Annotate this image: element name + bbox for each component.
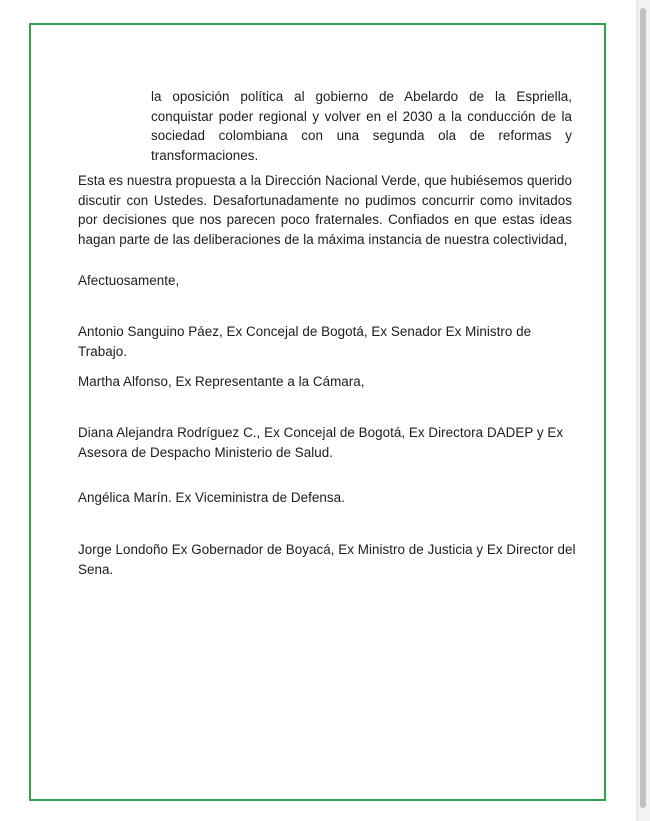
continuation-paragraph: la oposición política al gobierno de Abelardo de la Espriella, conquistar poder regional y volver en el 2030 a la conducción de la sociedad colombiana con una segunda ola de reformas y transformaciones. bbox=[151, 89, 572, 163]
signatory-line: Jorge Londoño Ex Gobernador de Boyacá, Ex Ministro de Justicia y Ex Director del Sena. bbox=[78, 542, 576, 577]
scrollbar-thumb[interactable] bbox=[640, 8, 646, 808]
signatory-line: Martha Alfonso, Ex Representante a la Cámara, bbox=[78, 374, 365, 389]
signatory-line: Angélica Marín. Ex Viceministra de Defensa. bbox=[78, 490, 345, 505]
signatory-line: Diana Alejandra Rodríguez C., Ex Concejal de Bogotá, Ex Directora DADEP y Ex Asesora de Despacho Ministerio de Salud. bbox=[78, 425, 564, 460]
proposal-paragraph: Esta es nuestra propuesta a la Dirección Nacional Verde, que hubiésemos querido discutir con Ustedes. Desafortunadamente no pudimos concurrir como invitados por decisiones que nos parecen poco fraternales. Confiados en que estas ideas hagan parte de las deliberaciones de la máxima instancia de nuestra colectividad, bbox=[78, 173, 572, 247]
vertical-scrollbar[interactable] bbox=[638, 0, 650, 821]
closing-salutation: Afectuosamente, bbox=[78, 273, 180, 288]
signatory-line: Antonio Sanguino Páez, Ex Concejal de Bogotá, Ex Senador Ex Ministro de Trabajo. bbox=[78, 324, 532, 359]
